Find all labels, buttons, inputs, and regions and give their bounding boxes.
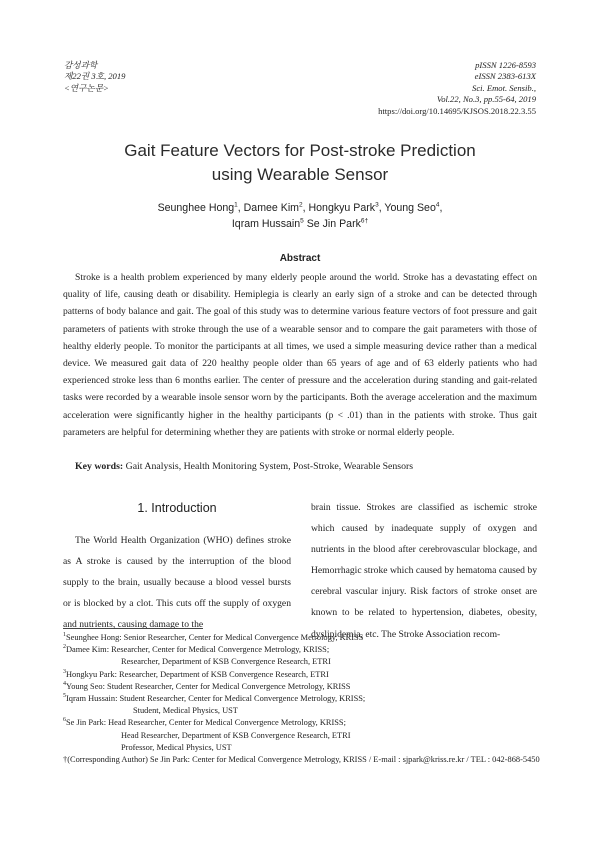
author-name: Se Jin Park: [306, 218, 361, 230]
author-name: Young Seo: [384, 202, 436, 214]
footnote-4: [63, 681, 543, 693]
intro-paragraph-right: brain tissue. Strokes are classified as ischemic stroke which caused by inadequate supply of oxygen and nutrients in the blood after cerebrovascular blockage, and Hemorrhagic stroke which caused by hematoma caused by cerebral vascular injury. Risk factors of stroke onset are known to be related to hypertension, diabetes, obesity, dyslipidemia, etc. The Stroke Association recom-: [311, 502, 537, 640]
volume-en: Vol.22, No.3, pp.55-64, 2019: [436, 94, 536, 105]
footnote-5-cont: [63, 705, 543, 717]
intro-paragraph-left: The World Health Organization (WHO) defines stroke as A stroke is caused by the interruption of the blood supply to the brain, usually because a blood vessel bursts or is blocked by a clot. This cuts off the supply of oxygen and nutrients, causing damage to the: [63, 535, 291, 631]
footnote-mark: 4: [63, 681, 66, 688]
footnote-divider: [63, 628, 203, 629]
abstract-body: [63, 269, 537, 441]
footnote-text: Se Jin Park: Head Researcher, Center for Medical Convergence Metrology, KRISS;: [66, 718, 346, 728]
footnote-mark: 5: [63, 693, 66, 700]
author-list: Seunghee Hong$^1$, Damee Kim$^2$, Hongkyu Park$^3$, Young Seo$^4$, Iqram Hussain$^5$ Se Jin Park$^{6\dagger}$: [157, 201, 443, 230]
author-name: Iqram Hussain: [231, 218, 301, 230]
footnote-3: [63, 669, 543, 681]
journal-header-right: [378, 60, 536, 117]
footnote-2-cont: [63, 656, 543, 668]
title-line-1: Gait Feature Vectors for Post-stroke Prediction: [124, 141, 476, 160]
footnote-6-cont: [63, 742, 543, 754]
footnote-text: Young Seo: Student Researcher, Center for Medical Convergence Metrology, KRISS: [66, 681, 351, 691]
journal-name-kr: 감성과학: [64, 60, 98, 70]
author-affil-mark: 4: [435, 201, 440, 209]
journal-name-en: Sci. Emot. Sensib.,: [472, 82, 536, 93]
eissn: eISSN 2383-613X: [474, 71, 536, 82]
footnote-mark: 3: [63, 668, 66, 675]
keywords: [75, 461, 413, 472]
footnote-5: [63, 693, 543, 705]
author-affil-mark: 3: [375, 201, 379, 209]
abstract-heading: Abstract: [279, 253, 321, 264]
intro-left-column: [63, 497, 291, 635]
keywords-label: Key words:: [75, 461, 124, 472]
author-affil-mark: 6†: [360, 217, 369, 225]
author-name: Seunghee Hong: [157, 202, 235, 214]
intro-right-column: [311, 497, 537, 645]
journal-header-left: [64, 60, 125, 94]
footnote-mark: 6: [63, 717, 66, 724]
footnote-2: [63, 644, 543, 656]
volume-kr: 제22권 3호, 2019: [64, 71, 126, 82]
corresponding-author: †(Corresponding Author) Se Jin Park: Center for Medical Convergence Metrology, KRISS / E-mail : sjpark@kriss.re.kr / TEL : 042-868-5450: [63, 755, 540, 765]
footnote-text: Researcher, Department of KSB Convergence Research, ETRI: [121, 657, 331, 667]
paper-title: [0, 139, 600, 187]
title-line-2: using Wearable Sensor: [211, 165, 389, 184]
footnote-text: Hongkyu Park: Researcher, Department of KSB Convergence Research, ETRI: [66, 669, 329, 679]
keywords-text: Gait Analysis, Health Monitoring System, Post-Stroke, Wearable Sensors: [125, 461, 414, 472]
footnote-mark: 2: [63, 644, 66, 651]
author-name: Damee Kim: [243, 202, 299, 214]
footnote-mark: 1: [63, 632, 66, 639]
section-heading-introduction: 1. Introduction: [137, 501, 217, 515]
footnote-text: Iqram Hussain: Student Researcher, Center for Medical Convergence Metrology, KRISS;: [66, 694, 366, 704]
abstract-text: Stroke is a health problem experienced by many elderly people around the world. Stroke has a devastating effect on quality of life, causing death or disability. Hemiplegia is clearly an early sign of a stroke and can be detected through patterns of body balance and gait. The goal of this study was to determine various feature vectors of foot pressure and gait parameters of patients with stroke through the use of a wearable sensor and to compare the gait parameters with those of healthy elderly people. To monitor the participants at all times, we used a simple measuring device rather than a medical device. We measured gait data of 220 healthy people older than 65 years of age and of 63 elderly patients who had experienced stroke less than 6 months earlier. The center of pressure and the acceleration during standing and gait-related tasks were recorded by a wearable insole sensor worn by the participants. Both the average acceleration and the maximum acceleration were significantly higher in the healthy participants (p < .01) than in the patients with stroke. Thus gait parameters are helpful for determining whether they are patients with stroke or normal elderly people.: [63, 272, 537, 438]
author-affil-mark: 2: [299, 201, 303, 209]
footnotes: [63, 632, 543, 766]
author-name: Hongkyu Park: [308, 202, 376, 214]
doi-link[interactable]: https://doi.org/10.14695/KJSOS.2018.22.3.55: [378, 105, 536, 116]
footnote-text: Seunghee Hong: Senior Researcher, Center for Medical Convergence Metrology, KRISS: [66, 633, 364, 642]
footnote-text: Head Researcher, Department of KSB Convergence Research, ETRI: [121, 730, 351, 740]
author-affil-mark: 1: [234, 201, 238, 209]
pissn: pISSN 1226-8593: [475, 60, 536, 70]
footnote-text: Professor, Medical Physics, UST: [121, 742, 232, 752]
author-affil-mark: 5: [300, 217, 304, 225]
footnote-text: Damee Kim: Researcher, Center for Medical Convergence Metrology, KRISS;: [66, 645, 330, 655]
footnote-6: [63, 717, 543, 729]
footnote-6-cont: [63, 730, 543, 742]
footnote-text: Student, Medical Physics, UST: [133, 706, 238, 716]
article-type-kr: <연구논문>: [64, 82, 109, 93]
footnote-1: [63, 632, 543, 644]
